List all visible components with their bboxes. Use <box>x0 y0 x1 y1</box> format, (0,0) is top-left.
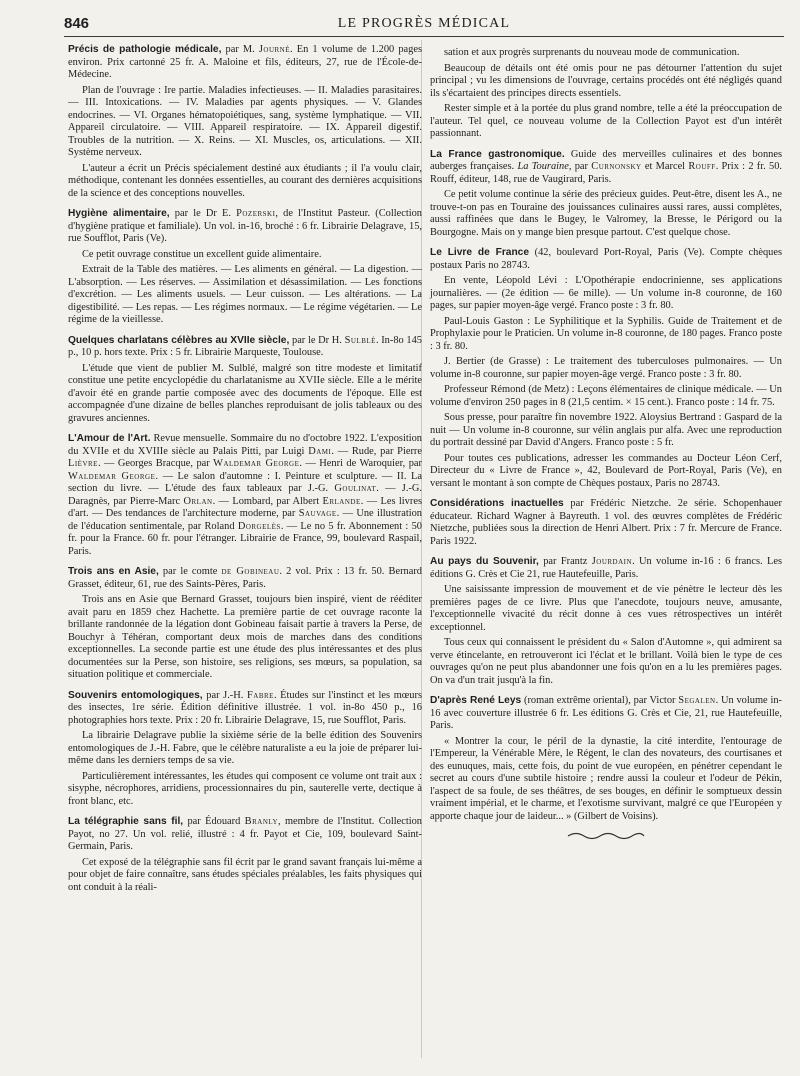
citation-text: Pozerski <box>236 208 276 219</box>
entry-paragraph: La librairie Delagrave publie la sixième série de la belle édition des Souvenirs entomologiques de J.-H. Fabre, que le célèbre naturaliste a eu la joie de préparer lui-même dans les derniers temps de sa vie. <box>68 730 422 766</box>
entry-paragraph: En vente, Léopold Lévi : L'Opothérapie endocrinienne, ses applications journalières. — (2e édition — 6e mille). — Un volume in-8 couronne, de 160 pages, sur papier moyen-âge vergé. Franco poste : 3 fr. 80. <box>430 275 782 311</box>
journal-title: LE PROGRÈS MÉDICAL <box>337 16 511 31</box>
citation-text: Waldemar George <box>68 470 156 482</box>
citation-text: par M. <box>221 44 259 55</box>
entry-paragraph: Pour toutes ces publications, adresser les commandes au Docteur Léon Cerf, Directeur du « Livre de France », 42, Boulevard de Port-Royal, Paris (Ve), en versant le montant à son compte de Chèques postaux, Paris no 28743. <box>430 452 782 489</box>
entry-title: Le Livre de France <box>430 247 530 258</box>
citation-text: Curnonsky <box>591 161 642 172</box>
entry-citation <box>68 208 422 246</box>
citation-text: Goulinat <box>334 483 377 494</box>
review-entry <box>430 498 782 548</box>
citation-text: Lièvre <box>68 458 98 469</box>
entry-paragraph: Ce petit ouvrage constitue un excellent guide alimentaire. <box>82 248 322 260</box>
entry-paragraph: Paul-Louis Gaston : Le Syphilitique et la Syphilis. Guide de Traitement et de Prophylaxie pour le Praticien. Un volume in-8 couronne, de 180 pages. Franco poste : 3 fr. 80. <box>430 315 782 352</box>
entry-paragraph: Sous presse, pour paraître fin novembre 1922. Aloysius Bertrand : Gaspard de la nuit — Un volume in-8 couronne, sur vélin anglais pur alfa. Avec une reproduction du portrait dessiné par David d'Angers. Franco poste : 5 fr. <box>430 412 782 448</box>
entry-citation <box>430 556 782 581</box>
citation-text: par Frédéric Nietzche. 2e série. Schopenhauer éducateur. Richard Wagner à Bayreuth. 1 vol. des œuvres complètes de Frédéric Nietzche, publiées sous la direction de Henri Albert. Prix : 7 fr. Mercure de France. Paris 1922. <box>430 498 782 547</box>
entry-paragraph: Beaucoup de détails ont été omis pour ne pas détourner l'attention du sujet principal ; vu les dimensions de l'ouvrage, certains procédés ont été négligés quand ils s'écartaient des principes directs essentiels. <box>430 62 782 99</box>
citation-text: Jourdain <box>591 556 633 567</box>
entry-title: D'après René Leys <box>430 695 522 706</box>
entry-title: Quelques charlatans célèbres au XVIIe siècle, <box>68 334 290 346</box>
review-entry <box>430 247 782 490</box>
entry-title: La France gastronomique. <box>430 148 565 160</box>
citation-text: Dorgelès <box>237 520 281 532</box>
citation-text: Sauvage <box>298 508 337 519</box>
citation-text: . — Georges Bracque, par <box>97 458 214 469</box>
citation-text: . — Le no 5 fr. Abonnement : 50 fr. pour la France. 60 fr. pour l'étranger. Librairie de France, 99, boulevard Raspail, Paris. <box>68 520 423 557</box>
entry-citation <box>68 816 422 854</box>
citation-text: . 2 vol. Prix : 13 fr. 50. Bernard Grasset, éditeur, 61, rue des Saints-Pères, Paris. <box>68 566 422 590</box>
citation-text: par le comte <box>158 566 222 577</box>
citation-text: , par <box>568 161 592 172</box>
citation-text: , de l'Institut Pasteur. (Collection d'hygiène pratique et familiale). Un vol. in-16, broché : 6 fr. Librairie Delagrave, 15, rue Soufflot, Paris (Ve). <box>68 208 422 244</box>
citation-text: Waldemar George <box>213 458 300 469</box>
citation-text: de Gobineau <box>221 566 280 577</box>
entry-title: Précis de pathologie médicale, <box>68 44 222 55</box>
entry-paragraph: Plan de l'ouvrage : Ire partie. Maladies infectieuses. — II. Maladies parasitaires. — III. Intoxications. — IV. Maladies par agents physiques. — V. Glandes endocrines. — VI. Organes hématopoiétiques, sang, système lymphatique. — VII. Appareil circulatoire. — VIII. Appareil respiratoire. — IX. Appareil digestif. Troubles de la nutrition. — X. Reins. — XI. Muscles, os, articulations. — XII. Système nerveux. <box>68 84 422 158</box>
entry-citation <box>430 247 782 272</box>
entry-paragraph: Tous ceux qui connaissent le président du « Salon d'Automne », qui admirent sa verve étincelante, en retrouveront ici l'éclat et le brillant. Voilà bien le type de ces ouvrages qu'on ne peut plus abandonner une fois qu'on en a lu les premières pages. On va d'un trait jusqu'à la fin. <box>430 637 782 686</box>
entry-paragraph: « Montrer la cour, le péril de la dynastie, la cité interdite, l'entourage de l'Empereur, la Vénérable Mère, le Régent, le clan des novateurs, des courtisanes et des eunuques, mais, cette fois, du point de vue européen, en pénétrer cependant le secret au cours d'une subtile histoire ; rendre aussi la couleur et l'odeur de Pékin, l'aspect de sa foule, de ses théâtres, de ses bouges, en définir le somptueux dessin vraiment impérial, et le charme, et l'exotisme survivant, malgré ce que l'Européen y apporte chaque jour de laideur... » (Gilbert de Voisins). <box>430 735 782 822</box>
review-entry <box>430 149 782 240</box>
entry-title: Hygiène alimentaire, <box>68 208 170 219</box>
entry-citation <box>430 498 782 548</box>
citation-text: par Édouard <box>183 816 245 827</box>
citation-text: Journé <box>258 44 291 55</box>
entry-paragraph: Cet exposé de la télégraphie sans fil écrit par le grand savant français lui-même a pour objet de faire connaître, sans études spéciales préalables, les faits physiques qui ont conduit à la réali- <box>68 856 422 893</box>
entry-paragraph: sation et aux progrès surprenants du nouveau mode de communication. <box>444 47 740 58</box>
entry-paragraph: L'auteur a écrit un Précis spécialement destiné aux étudiants ; il l'a voulu clair, méthodique, contenant les données essentielles, au courant des dernières acquisitions de la science et des conceptions nouvelles. <box>68 162 422 199</box>
citation-text: . Prix : 2 fr. 50. Rouff, éditeur, 148, rue de Vaugirard, Paris. <box>430 161 783 185</box>
citation-text: . — Les livres d'art. — Des tendances de l'architecture moderne, par <box>68 495 422 519</box>
citation-text: par Frantz <box>538 556 592 567</box>
entry-paragraph: J. Bertier (de Grasse) : Le traitement des tuberculoses pulmonaires. — Un volume in-8 couronne, sur papier moyen-âge vergé. Franco poste : 3 fr. 80. <box>430 356 782 380</box>
end-ornament <box>430 831 782 846</box>
citation-text: Branly <box>244 816 279 827</box>
citation-text: . — Une illustration de l'éducation sentimentale, par Roland <box>68 508 422 532</box>
entry-citation <box>68 433 422 558</box>
entry-title: La télégraphie sans fil, <box>68 816 184 827</box>
review-entry <box>430 556 782 687</box>
citation-text: (42, boulevard Port-Royal, Paris (Ve). Compte chèques postaux Paris no 28743. <box>430 247 782 271</box>
review-entry <box>430 695 782 823</box>
citation-text: Sulblé <box>344 334 376 346</box>
entry-citation <box>68 690 422 728</box>
entry-paragraph: Trois ans en Asie que Bernard Grasset, toujours bien inspiré, vient de rééditer avait paru en 1859 chez Hachette. La première partie de cet ouvrage raconte la brillante randonnée de la légation dont Gobineau faisait partie à travers la Perse, de Bouchyr à Téhéran, comportant deux mois de marches dans des conditions exceptionnelles. La seconde partie est une étude des plus intéressantes et des plus documentées sur la Perse, son histoire, ses religions, ses mœurs, sa population, sa situation politique et commerciale. <box>68 594 422 680</box>
citation-text: Rouff <box>688 161 716 172</box>
entry-citation <box>68 566 422 591</box>
entry-paragraph: Rester simple et à la portée du plus grand nombre, telle a été la préoccupation de l'auteur. Tel quel, ce nouveau volume de la Collection Payot est d'un intérêt passionnant. <box>430 103 782 139</box>
right-column <box>430 44 782 846</box>
citation-text: . — Rude, par Pierre <box>331 445 422 457</box>
citation-text: Dami <box>308 445 332 457</box>
citation-text: , membre de l'Institut. Collection Payot, no 27. Un vol. relié, illustré : 4 fr. Payot et Cie, 109, boulevard Saint-Germain, Paris. <box>68 816 422 852</box>
entry-citation <box>68 44 422 82</box>
entry-citation <box>430 149 782 187</box>
citation-text: Segalen <box>678 695 716 706</box>
citation-text: . — J.-G. Daragnès, par Pierre-Marc <box>68 483 422 507</box>
entry-citation <box>430 695 782 733</box>
entry-title: Souvenirs entomologiques, <box>68 689 203 701</box>
review-entry <box>430 47 782 141</box>
citation-text: . Études sur l'instinct et les mœurs des insectes, 1re série. Édition définitive illustrée. 1 vol. in-8o 450 p., 16 photographies hors texte. Prix : 20 fr. Librairie Delagrave, 15, rue Soufflot, Paris. <box>68 689 423 726</box>
citation-text: . — Henri de Waroquier, par <box>299 458 422 469</box>
citation-text: . En 1 volume de 1.200 pages environ. Prix cartonné 25 fr. A. Maloine et fils, éditeurs, 27, rue de l'École-de-Médecine. <box>68 44 422 80</box>
citation-text: . Un volume in-16 avec couverture illustrée 6 fr. Les éditions G. Crès et Cie, 21, rue Hautefeuille, Paris. <box>430 695 783 731</box>
review-entry <box>68 816 422 894</box>
citation-text: Fabre <box>247 689 274 701</box>
right-column-entries <box>430 47 782 823</box>
entry-title: Trois ans en Asie, <box>68 566 159 577</box>
citation-text: Erlande <box>322 495 361 507</box>
entry-title: L'Amour de l'Art. <box>68 433 151 444</box>
review-entry <box>68 335 422 426</box>
review-entry <box>68 44 422 200</box>
entry-citation <box>68 335 422 360</box>
review-entry <box>68 433 422 558</box>
citation-text: par le Dr H. <box>289 334 345 346</box>
citation-text: . In-8o 145 p., 10 p. hors texte. Prix : 5 fr. Librairie Marqueste, Toulouse. <box>68 334 423 358</box>
citation-text: . Un volume in-16 : 6 francs. Les éditions G. Crès et Cie 21, rue Hautefeuille, Paris. <box>430 556 782 580</box>
entry-title: Considérations inactuelles <box>430 498 564 509</box>
citation-text: Orlan <box>183 495 213 507</box>
entry-title: Au pays du Souvenir, <box>430 556 539 567</box>
citation-text: . — Le salon d'automne : I. Peinture et sculpture. — II. La section du livre. — L'étude des faux tableaux par J.-G. <box>68 470 422 494</box>
citation-text: par le Dr E. <box>169 208 237 219</box>
review-entry <box>68 208 422 327</box>
citation-text: (roman extrême oriental), par Victor <box>521 695 679 706</box>
left-column <box>68 44 422 902</box>
entry-paragraph: Extrait de la Table des matières. — Les aliments en général. — La digestion. — L'absorption. — Les réserves. — Assimilation et désassimilation. — Les fonctions d'excrétion. — Les aliments usuels. — Leur cuisson. — Les altérations. — La digestibilité. — Les repas. — Les régimes normaux. — Le régime végétarien. — Le régime de la vieillesse. <box>68 264 422 325</box>
entry-paragraph: Professeur Rémond (de Metz) : Leçons élémentaires de clinique médicale. — Un volume d'environ 250 pages in 8 (21,5 centim. × 15 cent.). Franco poste : 14 fr. 75. <box>430 384 782 408</box>
entry-paragraph: Ce petit volume continue la série des précieux guides. Peut-être, disent les A., ne trouve-t-on pas en Touraine des jouissances culinaires aussi rares, aussi complètes, aussi raffinées que dans le Bugey, le Valromey, la Bresse, le Périgord ou la Bourgogne. Mais on y mange bien presque partout. C'est quelque chose. <box>430 189 782 238</box>
review-entry <box>68 690 422 809</box>
page-header <box>64 14 784 37</box>
citation-text: La Touraine <box>517 161 569 172</box>
citation-text: . — Lombard, par Albert <box>212 495 323 507</box>
entry-paragraph: L'étude que vient de publier M. Sulblé, malgré son titre modeste et limitatif constitue une petite encyclopédie du charlatanisme au XVIIe siècle. Elle a le mérite d'avoir été en grande partie composée avec des documents de l'époque. Elle est accompagnée d'une dizaine de belles planches reproduisant de jolis tableaux ou des gravures anciennes. <box>68 362 422 424</box>
review-entry <box>68 566 422 682</box>
page-number: 846 <box>64 15 90 32</box>
entry-paragraph: Particulièrement intéressantes, les études qui composent ce volume ont trait aux : sisyphe, nécrophores, arridiens, processionnaires du pin, sauterelle verte, dectique à front blanc, etc. <box>68 770 422 807</box>
entry-paragraph: Une saisissante impression de mouvement et de vie pénètre le lecteur dès les premières pages de ce livre. Plus que l'anecdote, toujours neuve, amusante, l'exceptionnelle vivacité du récit donne à ces vues rétrospectives un intérêt exceptionnel. <box>430 584 782 633</box>
citation-text: par J.-H. <box>202 689 247 701</box>
citation-text: et Marcel <box>641 161 689 172</box>
citation-text: Revue mensuelle. Sommaire du no d'octobre 1922. L'exposition du XVIIe et du XVIIIe siècle au Palais Pitti, par Luigi <box>68 433 422 457</box>
citation-text: Guide des merveilles culinaires et des bonnes auberges françaises. <box>430 148 782 172</box>
